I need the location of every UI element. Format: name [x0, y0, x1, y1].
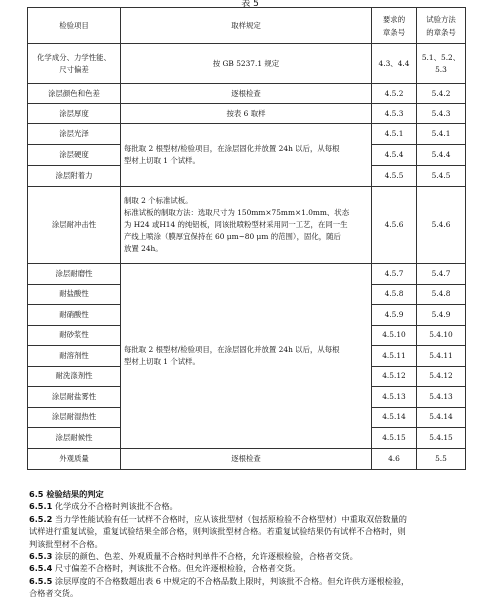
cell-item: 耐盐酸性	[28, 284, 121, 305]
cell-test: 5.5	[417, 448, 466, 469]
cell-test: 5.4.1	[417, 124, 466, 145]
table-row	[28, 44, 466, 84]
cell-req: 4.5.3	[372, 104, 417, 124]
cell-req: 4.5.6	[372, 187, 417, 264]
note-continuation: 合格者交货。	[29, 588, 79, 599]
cell-test: 5.4.14	[417, 407, 466, 428]
cell-req: 4.5.1	[372, 124, 417, 145]
note-continuation: 试样进行重复试验，重复试验结果全部合格，则判该批型材合格。若重复试验结果仍有试样不合格时，则	[29, 526, 406, 537]
cell-sampling-merged: 每批取 2 根型材/检验项目，在涂层固化并放置 24h 以后，从每根 型材上切取 1 个试样。	[121, 264, 372, 449]
table-caption: 表 5	[241, 0, 259, 9]
cell-req: 4.5.11	[372, 346, 417, 367]
cell-test: 5.4.9	[417, 305, 466, 326]
table-row	[28, 104, 466, 124]
cell-test: 5.4.4	[417, 145, 466, 166]
cell-sampling: 逐根检查	[121, 448, 372, 469]
cell-req: 4.5.2	[372, 84, 417, 104]
table-header-row	[28, 8, 466, 44]
cell-test: 5.4.2	[417, 84, 466, 104]
cell-item: 耐洗涤剂性	[28, 366, 121, 387]
cell-item: 化学成分、力学性能、 尺寸偏差	[28, 44, 121, 84]
cell-item: 涂层颜色和色差	[28, 84, 121, 104]
cell-req: 4.5.10	[372, 325, 417, 346]
cell-req: 4.6	[372, 448, 417, 469]
table-row	[28, 84, 466, 104]
cell-req: 4.5.4	[372, 145, 417, 166]
cell-item: 涂层厚度	[28, 104, 121, 124]
cell-item: 涂层硬度	[28, 145, 121, 166]
note-continuation: 判该批型材不合格。	[29, 538, 103, 549]
header-req: 要求的 章条号	[372, 8, 417, 44]
cell-req: 4.5.5	[372, 166, 417, 187]
cell-sampling: 按表 6 取样	[121, 104, 372, 124]
cell-test: 5.4.11	[417, 346, 466, 367]
cell-test: 5.4.3	[417, 104, 466, 124]
cell-req: 4.5.8	[372, 284, 417, 305]
cell-test: 5.4.8	[417, 284, 466, 305]
cell-req: 4.5.7	[372, 264, 417, 285]
cell-test: 5.4.15	[417, 428, 466, 449]
table-row	[28, 448, 466, 469]
cell-test: 5.1、5.2、 5.3	[417, 44, 466, 84]
cell-item: 涂层耐冲击性	[28, 187, 121, 264]
cell-item: 涂层耐湿热性	[28, 407, 121, 428]
cell-test: 5.4.5	[417, 166, 466, 187]
cell-item: 耐砂浆性	[28, 325, 121, 346]
cell-test: 5.4.13	[417, 387, 466, 408]
note-paragraph: 6.5.4 尺寸偏差不合格时，判该批不合格。但允许逐根检验，合格者交货。	[29, 563, 301, 574]
cell-req: 4.5.12	[372, 366, 417, 387]
cell-item: 涂层附着力	[28, 166, 121, 187]
cell-sampling-merged: 每批取 2 根型材/检验项目，在涂层固化并放置 24h 以后，从每根 型材上切取 1 个试样。	[121, 124, 372, 187]
table-row	[28, 124, 466, 145]
cell-item: 耐硝酸性	[28, 305, 121, 326]
cell-test: 5.4.6	[417, 187, 466, 264]
header-item: 检验项目	[28, 8, 121, 44]
note-paragraph: 6.5.3 涂层的颜色、色差、外观质量不合格时判单件不合格，允许逐根检验，合格者交货。	[29, 551, 358, 562]
cell-sampling: 按 GB 5237.1 规定	[121, 44, 372, 84]
cell-item: 涂层耐盐雾性	[28, 387, 121, 408]
inspection-table	[27, 7, 466, 470]
cell-item: 外观质量	[28, 448, 121, 469]
cell-item: 涂层耐磨性	[28, 264, 121, 285]
header-test: 试验方法 的章条号	[417, 8, 466, 44]
cell-test: 5.4.7	[417, 264, 466, 285]
section-heading: 6.5 检验结果的判定	[29, 489, 104, 499]
cell-item: 涂层光泽	[28, 124, 121, 145]
cell-test: 5.4.10	[417, 325, 466, 346]
cell-test: 5.4.12	[417, 366, 466, 387]
note-paragraph: 6.5.2 当力学性能试验有任一试样不合格时，应从该批型材（包括原检验不合格型材）中重取双倍数量的	[29, 513, 407, 524]
cell-sampling-impact: 制取 2 个标准试板。 标准试板的制取方法：选取尺寸为 150mm×75mm×1.0mm、状态 为 H24 或H14 的纯铝板，同该批喷粉型材采用同一工艺，在同一生 产线上喷涂（膜厚宜保持在 60 μm~80 μm 的范围），固化，随后 放置 24h。	[121, 187, 372, 264]
note-paragraph: 6.5.5 涂层厚度的不合格数超出表 6 中规定的不合格品数上限时，判该批不合格。但允许供方逐根检验，	[29, 575, 410, 586]
cell-req: 4.5.13	[372, 387, 417, 408]
cell-item: 涂层耐候性	[28, 428, 121, 449]
cell-req: 4.5.15	[372, 428, 417, 449]
cell-req: 4.5.14	[372, 407, 417, 428]
cell-sampling: 逐根检查	[121, 84, 372, 104]
cell-req: 4.3、4.4	[372, 44, 417, 84]
note-paragraph: 6.5.1 化学成分不合格时判该批不合格。	[29, 501, 178, 512]
table-row	[28, 264, 466, 285]
cell-req: 4.5.9	[372, 305, 417, 326]
judgement-notes	[29, 488, 495, 600]
header-sampling: 取样规定	[121, 8, 372, 44]
cell-item: 耐溶剂性	[28, 346, 121, 367]
table-row	[28, 187, 466, 264]
